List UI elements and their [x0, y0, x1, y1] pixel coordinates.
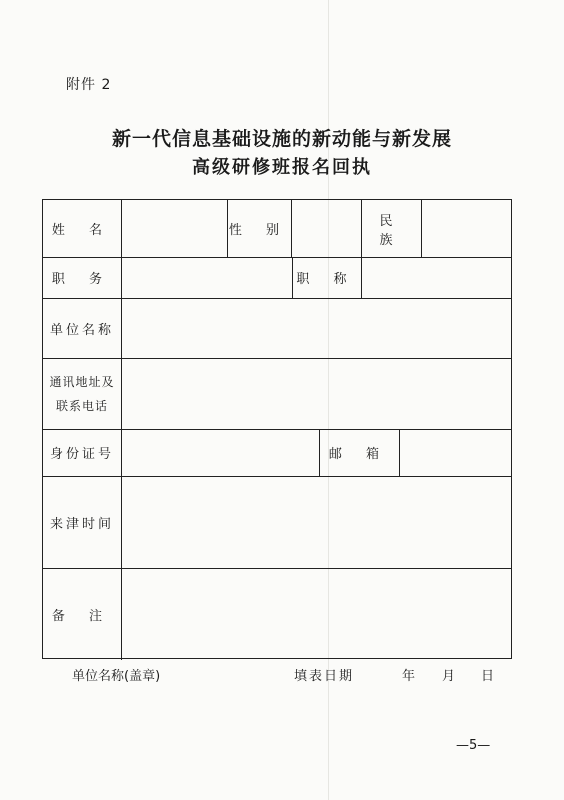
document-title: 新一代信息基础设施的新动能与新发展: [111, 128, 452, 150]
month-label: 月: [442, 669, 456, 684]
email-label: 邮 箱: [328, 447, 390, 462]
position-field[interactable]: [122, 257, 292, 298]
job-title-label: 职 称: [296, 272, 357, 287]
address-label-line1: 通讯地址及: [49, 374, 115, 389]
name-label: 姓 名: [51, 223, 113, 238]
email-field[interactable]: [400, 429, 512, 476]
remarks-label: 备 注: [51, 608, 113, 624]
day-label: 日: [481, 669, 495, 684]
gender-field[interactable]: [292, 200, 361, 257]
id-number-label: 身份证号: [49, 447, 114, 462]
address-phone-label: [43, 358, 121, 429]
org-seal-label: 单位名称(盖章): [72, 669, 161, 684]
name-field[interactable]: [122, 200, 227, 257]
address-phone-field[interactable]: [122, 358, 512, 429]
gender-label: 性 别: [228, 223, 290, 238]
ethnicity-field[interactable]: [422, 200, 512, 257]
arrival-time-label: 来津时间: [49, 516, 114, 532]
address-label-line2: 联系电话: [55, 398, 108, 413]
document-subtitle: 高级研修班报名回执: [192, 157, 372, 178]
id-number-field[interactable]: [122, 429, 319, 476]
attachment-label: 附件 2: [66, 77, 112, 93]
remarks-field[interactable]: [122, 568, 512, 660]
page-number: —5—: [456, 738, 491, 753]
job-title-field[interactable]: [362, 257, 512, 298]
ethnicity-label: 民 族: [379, 213, 403, 248]
organization-field[interactable]: [122, 298, 512, 358]
organization-label: 单位名称: [49, 322, 114, 338]
registration-form-table: [42, 199, 512, 659]
arrival-time-field[interactable]: [122, 476, 512, 568]
year-label: 年: [402, 669, 416, 684]
position-label: 职 务: [51, 272, 113, 287]
fill-date-label: 填表日期: [294, 669, 355, 684]
